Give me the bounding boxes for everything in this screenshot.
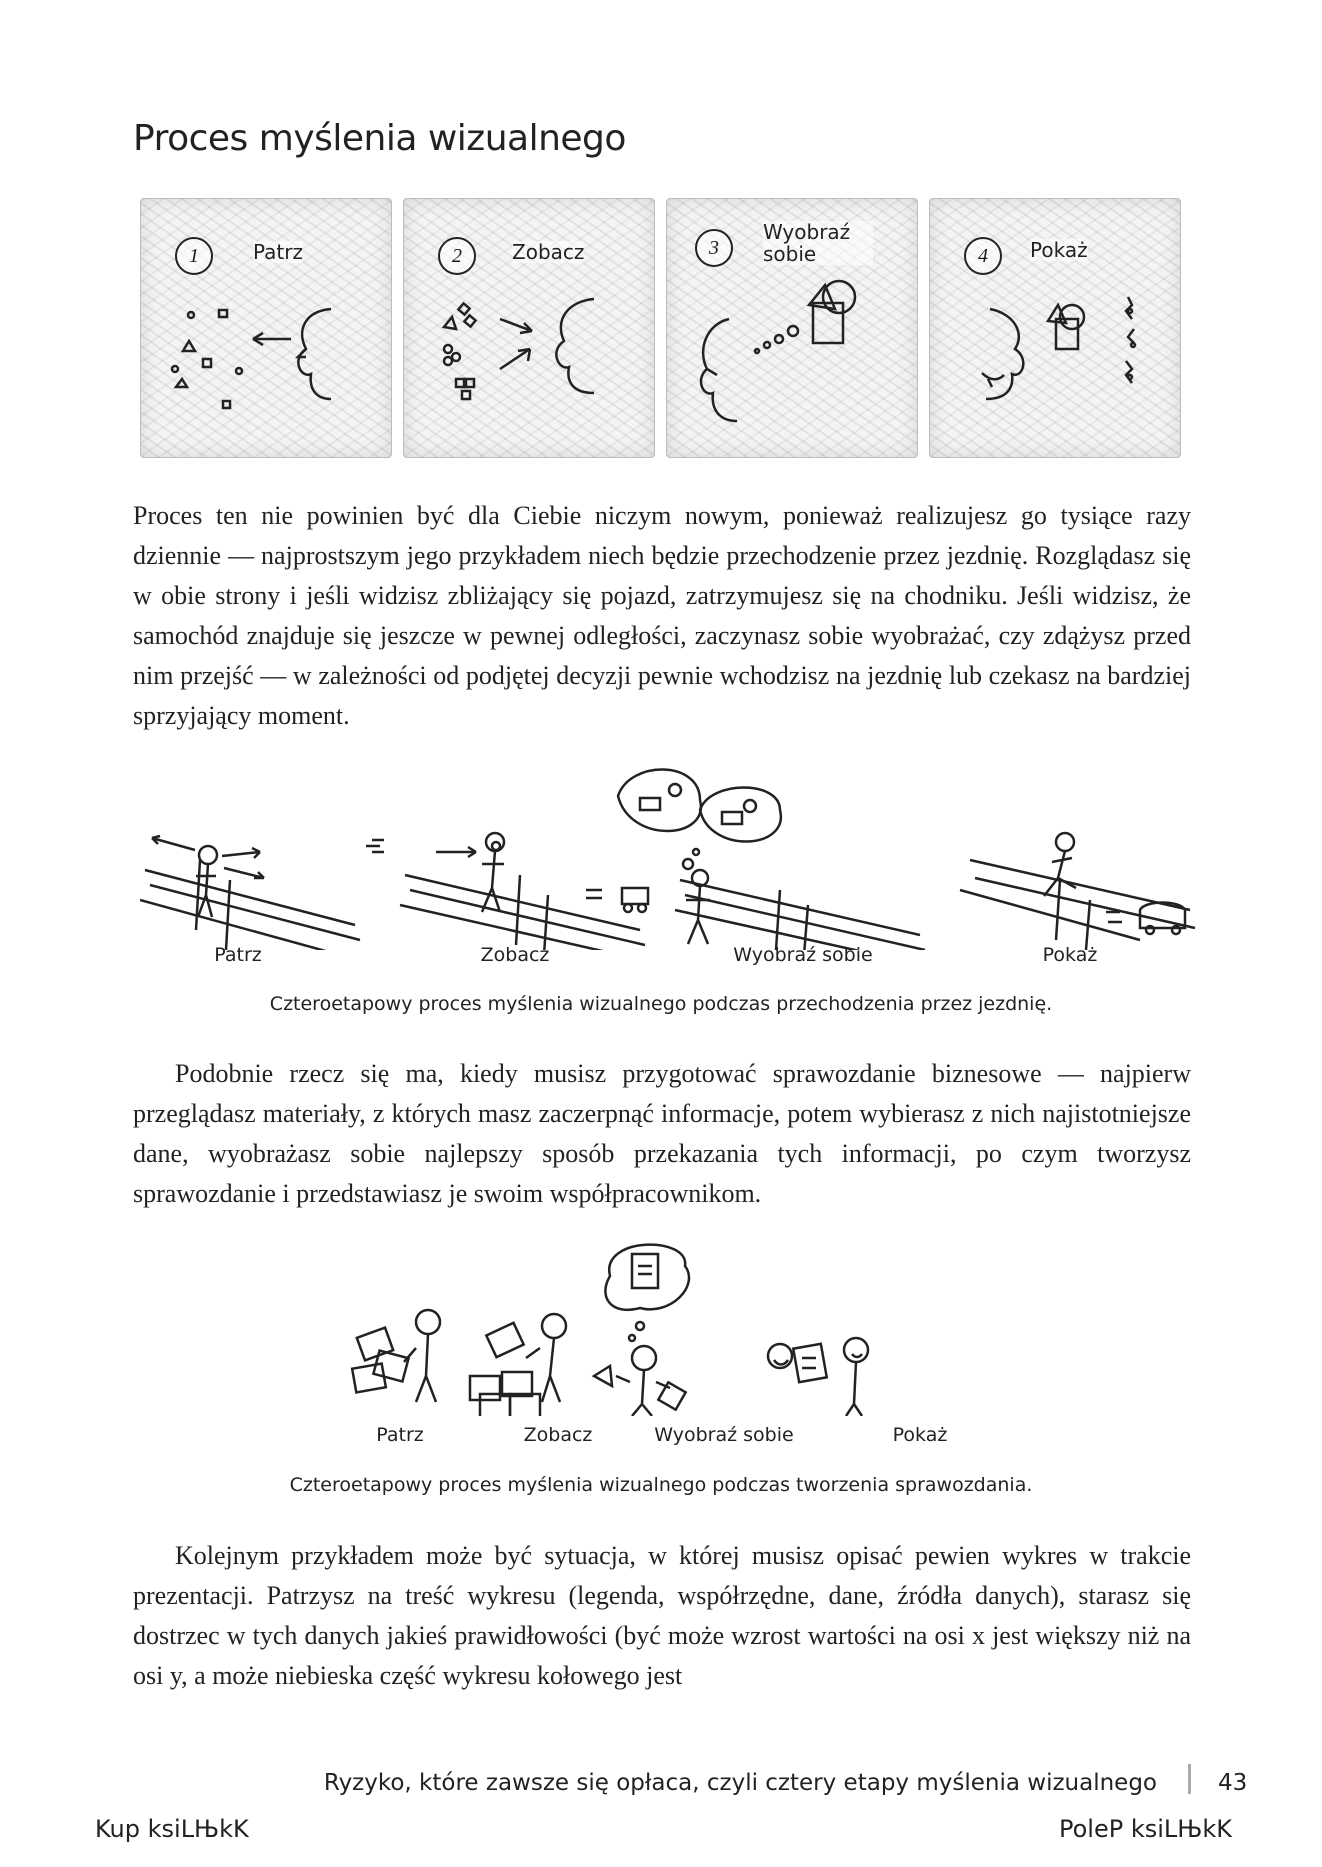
panel-look [140, 198, 392, 458]
see-report-figure [470, 1314, 566, 1416]
show-crossing-figure [960, 833, 1195, 950]
panel-label: Patrz [253, 240, 303, 264]
crossing-label-see: Zobacz [480, 944, 550, 966]
crossing-caption: Czteroetapowy proces myślenia wizualnego podczas przechodzenia przez jezdnię. [269, 993, 1053, 1015]
panel-see [403, 198, 655, 458]
report-illustrations [340, 1236, 1000, 1416]
imagine-sketch [667, 199, 917, 457]
recommend-book-link[interactable]: PoleP ksiLЊkK [1059, 1815, 1232, 1843]
crossing-label-imagine: Wyobraź sobie [733, 944, 873, 966]
street-crossing-illustrations [140, 760, 1200, 950]
look-crossing-figure [140, 836, 360, 950]
look-sketch [141, 199, 391, 457]
footer-divider [1188, 1764, 1191, 1794]
running-footer-title: Ryzyko, które zawsze się opłaca, czyli cztery etapy myślenia wizualnego [323, 1770, 1157, 1796]
paragraph-3: Kolejnym przykładem może być sytuacja, w której musisz opisać pewien wykres w trakcie prezentacji. Patrzysz na treść wykresu (legenda, współrzędne, dane, źródła danych), starasz się dostrzec w tych danych jakieś prawidłowości (być może wzrost wartości na osi x jest większy niż na osi y, a może niebieska część wykresu kołowego jest [133, 1541, 1191, 1690]
panel-imagine [666, 198, 918, 458]
buy-book-link[interactable]: Kup ksiLЊkK [95, 1815, 249, 1843]
panel-number: 4 [964, 237, 1002, 275]
imagine-crossing-figure [586, 769, 925, 950]
panel-label: Zobacz [512, 240, 585, 264]
look-report-figure [352, 1310, 440, 1402]
imagine-report-figure [594, 1245, 689, 1416]
report-label-see: Zobacz [523, 1424, 593, 1446]
panel-show [929, 198, 1181, 458]
paragraph-2: Podobnie rzecz się ma, kiedy musisz przygotować sprawozdanie biznesowe — najpierw przeglądasz materiały, z których masz zaczerpnąć informacje, potem wybierasz z nich najistotniejsze dane, wyobrażasz sobie najlepszy sposób przekazania tych informacji, po czym tworzysz sprawozdanie i przedstawiasz je swoim współpracownikom. [133, 1059, 1191, 1208]
paragraph-1: Proces ten nie powinien być dla Ciebie niczym nowym, ponieważ realizujesz go tysiące razy dziennie — najprostszym jego przykładem niech będzie przechodzenie przez jezdnię. Rozglądasz się w obie strony i jeśli widzisz zbliżający się pojazd, zatrzymujesz się na chodniku. Jeśli widzisz, że samochód znajduje się jeszcze w pewnej odległości, zaczynasz sobie wyobrażać, czy zdążysz przed nim przejść — w zależności od podjętej decyzji pewnie wchodzisz na jezdnię lub czekasz na bardziej sprzyjający moment. [133, 501, 1191, 730]
report-label-show: Pokaż [892, 1424, 948, 1446]
see-sketch [404, 199, 654, 457]
report-caption: Czteroetapowy proces myślenia wizualnego podczas tworzenia sprawozdania. [289, 1474, 1033, 1496]
panel-number: 1 [175, 237, 213, 275]
panel-number: 3 [695, 229, 733, 267]
see-crossing-figure [366, 833, 645, 950]
show-report-figure [768, 1338, 868, 1416]
report-label-look: Patrz [376, 1424, 424, 1446]
section-title: Proces myślenia wizualnego [133, 118, 626, 159]
page-number: 43 [1218, 1770, 1248, 1796]
panel-label: Pokaż [1030, 238, 1088, 262]
report-label-imagine: Wyobraź sobie [654, 1424, 794, 1446]
panel-label: Wyobraź sobie [763, 221, 873, 265]
panel-number: 2 [438, 237, 476, 275]
show-sketch [930, 199, 1180, 457]
crossing-label-look: Patrz [214, 944, 262, 966]
crossing-label-show: Pokaż [1042, 944, 1098, 966]
